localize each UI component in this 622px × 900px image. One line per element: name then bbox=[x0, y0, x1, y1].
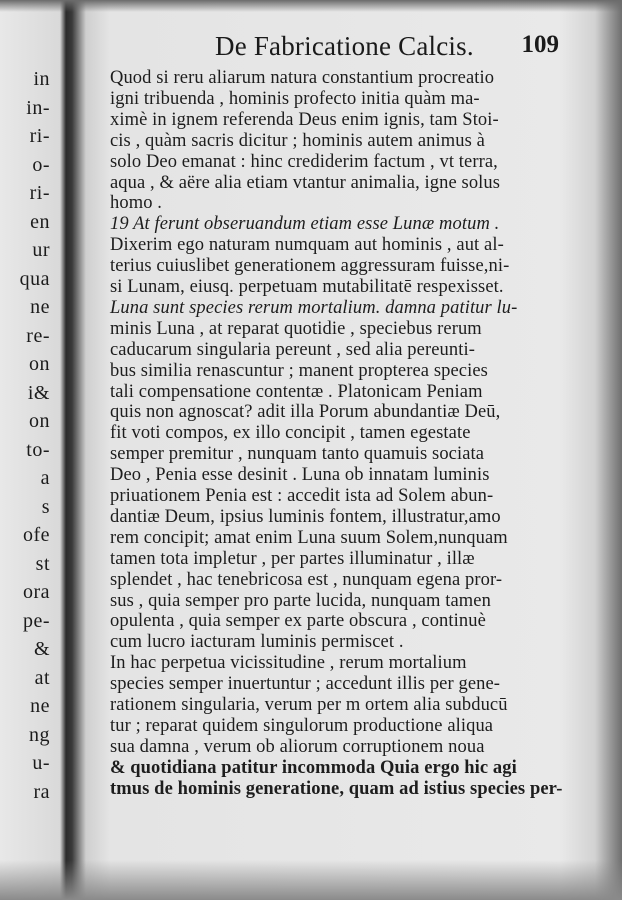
top-edge-shadow bbox=[0, 0, 622, 12]
text-line: quis non agnoscat? adit illa Porum abundantiæ Deū, bbox=[110, 402, 501, 423]
left-margin-fragment: on bbox=[29, 410, 50, 432]
page-number: 109 bbox=[521, 31, 559, 58]
left-margin-fragment: ri- bbox=[29, 182, 50, 204]
text-line: Quod si reru aliarum natura constantium procreatio bbox=[110, 68, 495, 88]
text-line: splendet , hac tenebricosa est , nunquam egena pror- bbox=[110, 569, 503, 590]
left-margin-fragment: ne bbox=[30, 695, 50, 717]
text-line: Luna sunt species rerum mortalium. damna patitur lu- bbox=[110, 297, 518, 318]
text-line: semper premitur , nunquam tanto quamuis sociata bbox=[110, 444, 485, 465]
left-margin-fragment: st bbox=[35, 552, 50, 575]
text-line: aqua , & aëre alia etiam vtantur animalia, igne solus bbox=[110, 172, 501, 193]
text-line: terius cuiuslibet generationem aggressuram fuisse,ni- bbox=[110, 256, 510, 277]
book-page bbox=[110, 25, 565, 875]
left-margin-fragment: u- bbox=[32, 752, 50, 774]
left-margin-fragment: to- bbox=[26, 438, 50, 461]
text-line: tamen tota impletur , per partes illuminatur , illæ bbox=[110, 548, 475, 569]
text-line: In hac perpetua vicissitudine , rerum mortalium bbox=[110, 653, 467, 674]
text-line: sua damna , verum ob aliorum corruptionem noua bbox=[110, 736, 485, 757]
left-margin-fragment: re- bbox=[26, 324, 50, 347]
left-margin-fragment: i& bbox=[27, 381, 50, 404]
text-line: opulenta , quia semper ex parte obscura , continuè bbox=[110, 611, 486, 632]
left-margin-fragment: ng bbox=[29, 723, 50, 746]
text-line: dantiæ Deum, ipsius luminis fontem, illustratur,amo bbox=[110, 506, 501, 527]
text-line: rem concipit; amat enim Luna suum Solem,nunquam bbox=[110, 527, 508, 548]
text-line: Dixerim ego naturam numquam aut hominis , aut al- bbox=[110, 235, 504, 256]
text-line: homo . bbox=[110, 193, 162, 214]
text-line: tur ; reparat quidem singulorum productione aliqua bbox=[110, 715, 494, 736]
left-margin-fragment: en bbox=[30, 210, 50, 233]
text-line: tmus de hominis generatione, quam ad istius species per- bbox=[110, 778, 563, 799]
left-margin-fragment: a bbox=[40, 467, 50, 489]
running-title: De Fabricatione Calcis. bbox=[215, 31, 474, 61]
text-line: cis , quàm sacris dicitur ; hominis autem animus à bbox=[110, 130, 485, 151]
left-margin-fragment: ne bbox=[30, 296, 50, 318]
left-margin-fragment: & bbox=[33, 638, 50, 660]
text-line: si Lunam, eiusq. perpetuam mutabilitatē respexisset. bbox=[110, 277, 504, 297]
text-line: fit voti compos, ex illo concipit , tamen egestate bbox=[110, 423, 471, 444]
left-margin-fragment: pe- bbox=[22, 609, 50, 632]
left-margin-fragment: ofe bbox=[22, 524, 50, 546]
left-margin-fragment: on bbox=[29, 353, 50, 375]
left-margin-fragment: ur bbox=[32, 239, 50, 261]
left-margin-fragment: ri- bbox=[29, 125, 50, 147]
text-line: species semper inuertuntur ; accedunt illis per gene- bbox=[110, 674, 501, 695]
left-margin-fragment: ora bbox=[22, 581, 50, 603]
text-line: sus , quia semper pro parte lucida, nunquam tamen bbox=[110, 590, 491, 611]
page-header bbox=[195, 31, 565, 65]
left-margin-fragment: at bbox=[34, 666, 50, 689]
text-line: tali compensatione contentæ . Platonicam Peniam bbox=[110, 381, 483, 402]
text-line: cum lucro iacturam luminis permiscet . bbox=[110, 632, 404, 653]
text-line: igni tribuenda , hominis profecto initia quàm ma- bbox=[110, 88, 480, 109]
text-line: & quotidiana patitur incommoda Quia ergo hic agi bbox=[110, 757, 517, 778]
left-page-fragment bbox=[0, 60, 60, 820]
text-line: minis Luna , at reparat quotidie , speciebus rerum bbox=[110, 318, 482, 339]
left-margin-fragment: ra bbox=[33, 780, 50, 803]
text-line: 19 At ferunt obseruandum etiam esse Lunæ motum . bbox=[110, 214, 500, 235]
text-line: bus similia renascuntur ; manent propterea species bbox=[110, 360, 488, 381]
text-line: Deo , Penia esse desinit . Luna ob innatam luminis bbox=[110, 465, 490, 486]
text-line: priuationem Penia est : accedit ista ad Solem abun- bbox=[110, 486, 494, 506]
text-line: solo Deo emanat : hinc crediderim factum , vt terra, bbox=[110, 151, 498, 172]
left-margin-fragment: in bbox=[33, 68, 50, 90]
text-line: ximè in ignem referenda Deus enim ignis, tam Stoi- bbox=[110, 109, 499, 130]
left-margin-fragment: in- bbox=[26, 96, 50, 119]
left-margin-fragment: s bbox=[41, 495, 50, 518]
text-line: caducarum singularia pereunt , sed alia pereunti- bbox=[110, 339, 475, 360]
left-margin-fragment: qua bbox=[19, 267, 50, 290]
text-line: rationem singularia, verum per m ortem alia subducū bbox=[110, 695, 508, 715]
left-margin-fragment: o- bbox=[32, 153, 50, 176]
